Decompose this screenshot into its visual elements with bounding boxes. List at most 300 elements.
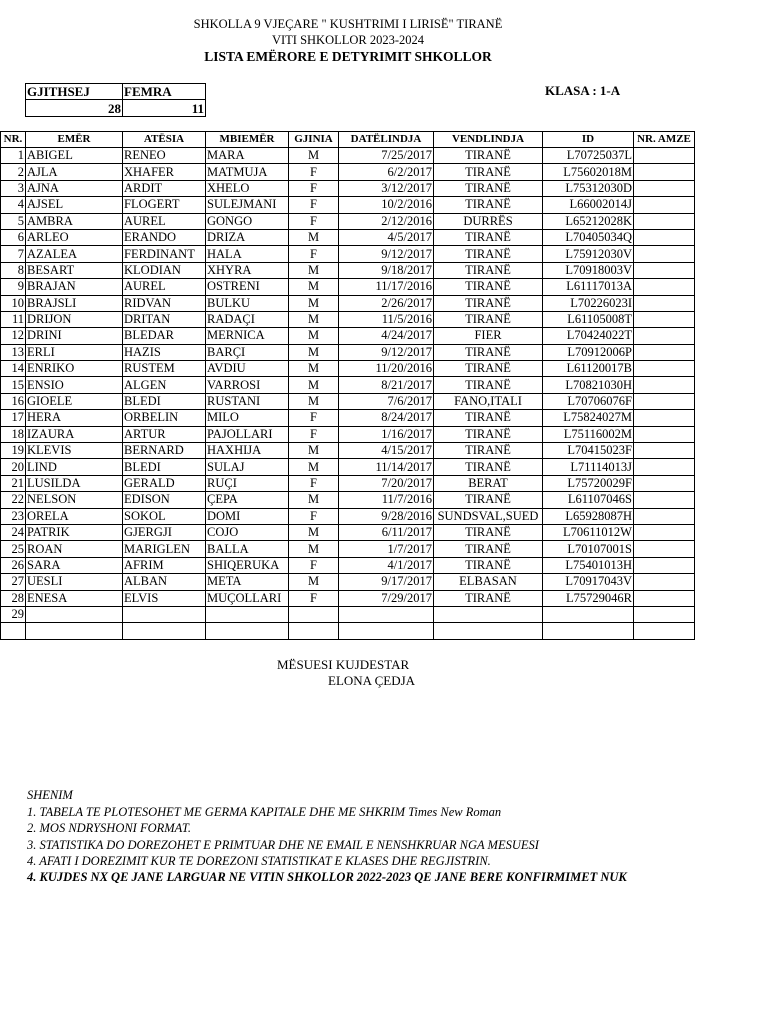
first-name-cell: ERLI <box>26 344 123 360</box>
gender-cell: M <box>289 295 339 311</box>
birthplace-cell <box>434 606 543 622</box>
surname-cell: SULEJMANI <box>206 197 289 213</box>
row-number: 24 <box>1 524 26 540</box>
surname-cell: MILO <box>206 410 289 426</box>
table-row <box>1 443 695 459</box>
id-cell: L70424022T <box>543 328 634 344</box>
father-name-cell: BLEDI <box>123 459 206 475</box>
birthdate-cell: 7/20/2017 <box>339 475 434 491</box>
id-cell: L70107001S <box>543 541 634 557</box>
birthdate-cell: 9/12/2017 <box>339 344 434 360</box>
surname-cell: SULAJ <box>206 459 289 475</box>
birthplace-cell: FANO,ITALI <box>434 393 543 409</box>
amze-cell <box>634 557 695 573</box>
id-cell: L70226023I <box>543 295 634 311</box>
amze-cell <box>634 443 695 459</box>
birthdate-cell: 7/29/2017 <box>339 590 434 606</box>
surname-cell: RUSTANI <box>206 393 289 409</box>
first-name-cell: ABIGEL <box>26 148 123 164</box>
surname-cell: MARA <box>206 148 289 164</box>
father-name-cell: ALGEN <box>123 377 206 393</box>
first-name-cell: NELSON <box>26 492 123 508</box>
female-value: 11 <box>123 100 206 116</box>
birthplace-cell: TIRANË <box>434 344 543 360</box>
id-cell: L75912030V <box>543 246 634 262</box>
amze-cell <box>634 197 695 213</box>
table-row <box>1 606 695 622</box>
gender-cell: M <box>289 148 339 164</box>
table-row <box>1 246 695 262</box>
father-name-cell: FLOGERT <box>123 197 206 213</box>
father-name-cell: ELVIS <box>123 590 206 606</box>
birthplace-cell: TIRANË <box>434 164 543 180</box>
table-row <box>1 524 695 540</box>
column-header: GJINIA <box>289 132 339 148</box>
table-row <box>1 295 695 311</box>
table-row <box>1 492 695 508</box>
row-number: 21 <box>1 475 26 491</box>
id-cell: L75312030D <box>543 180 634 196</box>
birthplace-cell: TIRANË <box>434 361 543 377</box>
id-cell: L70912006P <box>543 344 634 360</box>
birthplace-cell: TIRANË <box>434 492 543 508</box>
note-line: 2. MOS NDRYSHONI FORMAT. <box>27 821 192 835</box>
table-row <box>1 377 695 393</box>
female-label: FEMRA <box>123 84 206 100</box>
table-row <box>1 426 695 442</box>
id-cell: L70611012W <box>543 524 634 540</box>
father-name-cell: SOKOL <box>123 508 206 524</box>
total-value: 28 <box>26 100 123 116</box>
amze-cell <box>634 229 695 245</box>
column-header: MBIEMËR <box>206 132 289 148</box>
gender-cell: F <box>289 180 339 196</box>
birthdate-cell: 11/5/2016 <box>339 311 434 327</box>
table-row <box>1 623 695 639</box>
father-name-cell: MARIGLEN <box>123 541 206 557</box>
first-name-cell: SARA <box>26 557 123 573</box>
gender-cell: M <box>289 524 339 540</box>
gender-cell: F <box>289 410 339 426</box>
row-number: 27 <box>1 574 26 590</box>
row-number: 14 <box>1 361 26 377</box>
amze-cell <box>634 574 695 590</box>
column-header: ID <box>543 132 634 148</box>
birthplace-cell: TIRANË <box>434 262 543 278</box>
note-line-warning: 4. KUJDES NX QE JANE LARGUAR NE VITIN SHKOLLOR 2022-2023 QE JANE BERE KONFIRMIMET NUK <box>27 870 627 884</box>
gender-cell: M <box>289 443 339 459</box>
father-name-cell: RIDVAN <box>123 295 206 311</box>
gender-cell: F <box>289 213 339 229</box>
column-header: NR. <box>1 132 26 148</box>
row-number: 17 <box>1 410 26 426</box>
father-name-cell: ORBELIN <box>123 410 206 426</box>
row-number: 2 <box>1 164 26 180</box>
birthdate-cell: 8/24/2017 <box>339 410 434 426</box>
birthdate-cell: 2/26/2017 <box>339 295 434 311</box>
table-row <box>1 311 695 327</box>
column-header: ATËSIA <box>123 132 206 148</box>
amze-cell <box>634 541 695 557</box>
row-number: 11 <box>1 311 26 327</box>
notes-heading: SHENIM <box>27 788 73 802</box>
gender-cell: M <box>289 459 339 475</box>
gender-cell: F <box>289 197 339 213</box>
gender-cell: M <box>289 361 339 377</box>
birthplace-cell: TIRANË <box>434 590 543 606</box>
amze-cell <box>634 279 695 295</box>
table-row <box>1 508 695 524</box>
amze-cell <box>634 590 695 606</box>
row-number: 16 <box>1 393 26 409</box>
birthplace-cell: TIRANË <box>434 443 543 459</box>
surname-cell: MUÇOLLARI <box>206 590 289 606</box>
table-row <box>1 590 695 606</box>
row-number: 26 <box>1 557 26 573</box>
gender-cell: F <box>289 508 339 524</box>
table-row <box>1 574 695 590</box>
first-name-cell: AJSEL <box>26 197 123 213</box>
gender-cell: M <box>289 344 339 360</box>
class-label: KLASA : 1-A <box>545 83 621 98</box>
id-cell: L70706076F <box>543 393 634 409</box>
birthdate-cell: 7/25/2017 <box>339 148 434 164</box>
birthdate-cell: 11/17/2016 <box>339 279 434 295</box>
amze-cell <box>634 475 695 491</box>
first-name-cell: AMBRA <box>26 213 123 229</box>
birthplace-cell: TIRANË <box>434 459 543 475</box>
father-name-cell: GJERGJI <box>123 524 206 540</box>
row-number: 15 <box>1 377 26 393</box>
id-cell: L65212028K <box>543 213 634 229</box>
total-label: GJITHSEJ <box>26 84 123 100</box>
id-cell: L75729046R <box>543 590 634 606</box>
father-name-cell: AUREL <box>123 279 206 295</box>
table-row <box>1 459 695 475</box>
table-row <box>1 557 695 573</box>
father-name-cell: KLODIAN <box>123 262 206 278</box>
father-name-cell: ARTUR <box>123 426 206 442</box>
surname-cell: SHIQERUKA <box>206 557 289 573</box>
surname-cell: DRIZA <box>206 229 289 245</box>
gender-cell: M <box>289 492 339 508</box>
father-name-cell: XHAFER <box>123 164 206 180</box>
birthplace-cell: DURRËS <box>434 213 543 229</box>
note-line: 3. STATISTIKA DO DOREZOHET E PRIMTUAR DHE NE EMAIL E NENSHKRUAR NGA MESUESI <box>27 838 539 852</box>
surname-cell: GONGO <box>206 213 289 229</box>
father-name-cell: AUREL <box>123 213 206 229</box>
first-name-cell: ARLEO <box>26 229 123 245</box>
id-cell: L61105008T <box>543 311 634 327</box>
gender-cell: M <box>289 541 339 557</box>
father-name-cell: GERALD <box>123 475 206 491</box>
gender-cell: F <box>289 426 339 442</box>
first-name-cell: PATRIK <box>26 524 123 540</box>
birthplace-cell: TIRANË <box>434 541 543 557</box>
first-name-cell: DRINI <box>26 328 123 344</box>
gender-cell: M <box>289 311 339 327</box>
father-name-cell: ARDIT <box>123 180 206 196</box>
table-row <box>1 361 695 377</box>
father-name-cell: BLEDAR <box>123 328 206 344</box>
birthplace-cell: TIRANË <box>434 229 543 245</box>
gender-cell <box>289 623 339 639</box>
birthdate-cell <box>339 623 434 639</box>
table-row <box>1 180 695 196</box>
birthplace-cell <box>434 623 543 639</box>
gender-cell: F <box>289 475 339 491</box>
birthdate-cell: 4/5/2017 <box>339 229 434 245</box>
id-cell: L75720029F <box>543 475 634 491</box>
birthdate-cell: 2/12/2016 <box>339 213 434 229</box>
table-row <box>1 279 695 295</box>
first-name-cell: ENESA <box>26 590 123 606</box>
surname-cell <box>206 623 289 639</box>
amze-cell <box>634 623 695 639</box>
birthplace-cell: TIRANË <box>434 426 543 442</box>
surname-cell: MERNICA <box>206 328 289 344</box>
first-name-cell: DRIJON <box>26 311 123 327</box>
father-name-cell: BERNARD <box>123 443 206 459</box>
father-name-cell: HAZIS <box>123 344 206 360</box>
father-name-cell: AFRIM <box>123 557 206 573</box>
table-row <box>1 475 695 491</box>
id-cell <box>543 606 634 622</box>
amze-cell <box>634 459 695 475</box>
column-header: VENDLINDJA <box>434 132 543 148</box>
row-number: 1 <box>1 148 26 164</box>
amze-cell <box>634 344 695 360</box>
first-name-cell: BRAJAN <box>26 279 123 295</box>
birthdate-cell: 11/14/2017 <box>339 459 434 475</box>
row-number: 23 <box>1 508 26 524</box>
amze-cell <box>634 180 695 196</box>
id-cell: L75401013H <box>543 557 634 573</box>
birthdate-cell: 9/12/2017 <box>339 246 434 262</box>
birthplace-cell: FIER <box>434 328 543 344</box>
birthplace-cell: BERAT <box>434 475 543 491</box>
id-cell: L75602018M <box>543 164 634 180</box>
amze-cell <box>634 410 695 426</box>
amze-cell <box>634 213 695 229</box>
row-number: 18 <box>1 426 26 442</box>
birthdate-cell: 4/15/2017 <box>339 443 434 459</box>
surname-cell: XHELO <box>206 180 289 196</box>
first-name-cell: HERA <box>26 410 123 426</box>
first-name-cell <box>26 606 123 622</box>
father-name-cell: ALBAN <box>123 574 206 590</box>
gender-cell: M <box>289 377 339 393</box>
amze-cell <box>634 311 695 327</box>
birthdate-cell: 10/2/2016 <box>339 197 434 213</box>
birthdate-cell: 8/21/2017 <box>339 377 434 393</box>
surname-cell: DOMI <box>206 508 289 524</box>
column-header: EMËR <box>26 132 123 148</box>
amze-cell <box>634 508 695 524</box>
birthplace-cell: TIRANË <box>434 246 543 262</box>
surname-cell: HAXHIJA <box>206 443 289 459</box>
document-title: LISTA EMËRORE E DETYRIMIT SHKOLLOR <box>204 49 492 64</box>
id-cell: L66002014J <box>543 197 634 213</box>
student-table <box>0 131 695 640</box>
id-cell: L65928087H <box>543 508 634 524</box>
gender-cell: M <box>289 262 339 278</box>
birthdate-cell: 7/6/2017 <box>339 393 434 409</box>
surname-cell: RUÇI <box>206 475 289 491</box>
first-name-cell: AJLA <box>26 164 123 180</box>
first-name-cell: IZAURA <box>26 426 123 442</box>
gender-cell: M <box>289 279 339 295</box>
father-name-cell: DRITAN <box>123 311 206 327</box>
surname-cell: XHYRA <box>206 262 289 278</box>
first-name-cell: UESLI <box>26 574 123 590</box>
row-number: 9 <box>1 279 26 295</box>
table-header-row <box>1 132 695 148</box>
birthdate-cell: 11/20/2016 <box>339 361 434 377</box>
row-number: 22 <box>1 492 26 508</box>
first-name-cell: GIOELE <box>26 393 123 409</box>
teacher-role: MËSUESI KUJDESTAR <box>277 657 410 672</box>
id-cell: L70918003V <box>543 262 634 278</box>
father-name-cell: BLEDI <box>123 393 206 409</box>
gender-cell <box>289 606 339 622</box>
table-row <box>1 213 695 229</box>
id-cell: L71114013J <box>543 459 634 475</box>
father-name-cell: EDISON <box>123 492 206 508</box>
row-number: 5 <box>1 213 26 229</box>
surname-cell <box>206 606 289 622</box>
first-name-cell: ORELA <box>26 508 123 524</box>
first-name-cell: ENRIKO <box>26 361 123 377</box>
birthdate-cell: 4/1/2017 <box>339 557 434 573</box>
table-row <box>1 262 695 278</box>
birthplace-cell: TIRANË <box>434 148 543 164</box>
column-header: NR. AMZE <box>634 132 695 148</box>
birthdate-cell: 1/16/2017 <box>339 426 434 442</box>
school-name: SHKOLLA 9 VJEÇARE " KUSHTRIMI I LIRISË" TIRANË <box>193 17 503 31</box>
surname-cell: PAJOLLARI <box>206 426 289 442</box>
birthdate-cell: 9/17/2017 <box>339 574 434 590</box>
first-name-cell: AJNA <box>26 180 123 196</box>
birthplace-cell: TIRANË <box>434 180 543 196</box>
birthdate-cell: 3/12/2017 <box>339 180 434 196</box>
gender-cell: M <box>289 393 339 409</box>
gender-cell: F <box>289 557 339 573</box>
birthplace-cell: SUNDSVAL,SUED <box>434 508 543 524</box>
birthplace-cell: TIRANË <box>434 295 543 311</box>
birthplace-cell: TIRANË <box>434 197 543 213</box>
row-number: 25 <box>1 541 26 557</box>
id-cell: L70405034Q <box>543 229 634 245</box>
birthplace-cell: TIRANË <box>434 377 543 393</box>
row-number: 13 <box>1 344 26 360</box>
teacher-name: ELONA ÇEDJA <box>328 673 416 688</box>
father-name-cell: FERDINANT <box>123 246 206 262</box>
row-number: 10 <box>1 295 26 311</box>
amze-cell <box>634 492 695 508</box>
amze-cell <box>634 148 695 164</box>
birthdate-cell: 9/18/2017 <box>339 262 434 278</box>
gender-cell: M <box>289 229 339 245</box>
birthplace-cell: TIRANË <box>434 279 543 295</box>
amze-cell <box>634 246 695 262</box>
amze-cell <box>634 393 695 409</box>
school-year: VITI SHKOLLOR 2023-2024 <box>271 33 425 47</box>
gender-cell: F <box>289 590 339 606</box>
surname-cell: META <box>206 574 289 590</box>
row-number: 29 <box>1 606 26 622</box>
father-name-cell <box>123 623 206 639</box>
row-number: 28 <box>1 590 26 606</box>
id-cell <box>543 623 634 639</box>
table-row <box>1 164 695 180</box>
first-name-cell: AZALEA <box>26 246 123 262</box>
row-number: 19 <box>1 443 26 459</box>
birthplace-cell: ELBASAN <box>434 574 543 590</box>
birthdate-cell: 4/24/2017 <box>339 328 434 344</box>
column-header: DATËLINDJA <box>339 132 434 148</box>
gender-cell: M <box>289 574 339 590</box>
id-cell: L70821030H <box>543 377 634 393</box>
first-name-cell: ENSIO <box>26 377 123 393</box>
birthplace-cell: TIRANË <box>434 410 543 426</box>
amze-cell <box>634 606 695 622</box>
table-row <box>1 541 695 557</box>
table-row <box>1 229 695 245</box>
summary-table <box>25 83 206 117</box>
table-row <box>1 410 695 426</box>
id-cell: L70917043V <box>543 574 634 590</box>
birthdate-cell: 9/28/2016 <box>339 508 434 524</box>
amze-cell <box>634 361 695 377</box>
birthdate-cell: 1/7/2017 <box>339 541 434 557</box>
surname-cell: HALA <box>206 246 289 262</box>
surname-cell: BARÇI <box>206 344 289 360</box>
table-row <box>1 344 695 360</box>
table-row <box>1 393 695 409</box>
row-number: 20 <box>1 459 26 475</box>
birthdate-cell: 6/11/2017 <box>339 524 434 540</box>
surname-cell: MATMUJA <box>206 164 289 180</box>
table-row <box>1 197 695 213</box>
first-name-cell <box>26 623 123 639</box>
amze-cell <box>634 164 695 180</box>
id-cell: L75824027M <box>543 410 634 426</box>
id-cell: L61120017B <box>543 361 634 377</box>
table-row <box>1 148 695 164</box>
father-name-cell: RUSTEM <box>123 361 206 377</box>
gender-cell: M <box>289 328 339 344</box>
birthdate-cell: 6/2/2017 <box>339 164 434 180</box>
birthdate-cell <box>339 606 434 622</box>
surname-cell: RADAÇI <box>206 311 289 327</box>
first-name-cell: BRAJSLI <box>26 295 123 311</box>
surname-cell: OSTRENI <box>206 279 289 295</box>
surname-cell: AVDIU <box>206 361 289 377</box>
surname-cell: COJO <box>206 524 289 540</box>
first-name-cell: LUSILDA <box>26 475 123 491</box>
id-cell: L61107046S <box>543 492 634 508</box>
note-line: 4. AFATI I DOREZIMIT KUR TE DOREZONI STATISTIKAT E KLASES DHE REGJISTRIN. <box>27 854 491 868</box>
row-number: 6 <box>1 229 26 245</box>
note-line: 1. TABELA TE PLOTESOHET ME GERMA KAPITALE DHE ME SHKRIM Times New Roman <box>27 805 502 819</box>
table-row <box>1 328 695 344</box>
amze-cell <box>634 524 695 540</box>
amze-cell <box>634 295 695 311</box>
birthplace-cell: TIRANË <box>434 311 543 327</box>
first-name-cell: BESART <box>26 262 123 278</box>
father-name-cell: ERANDO <box>123 229 206 245</box>
